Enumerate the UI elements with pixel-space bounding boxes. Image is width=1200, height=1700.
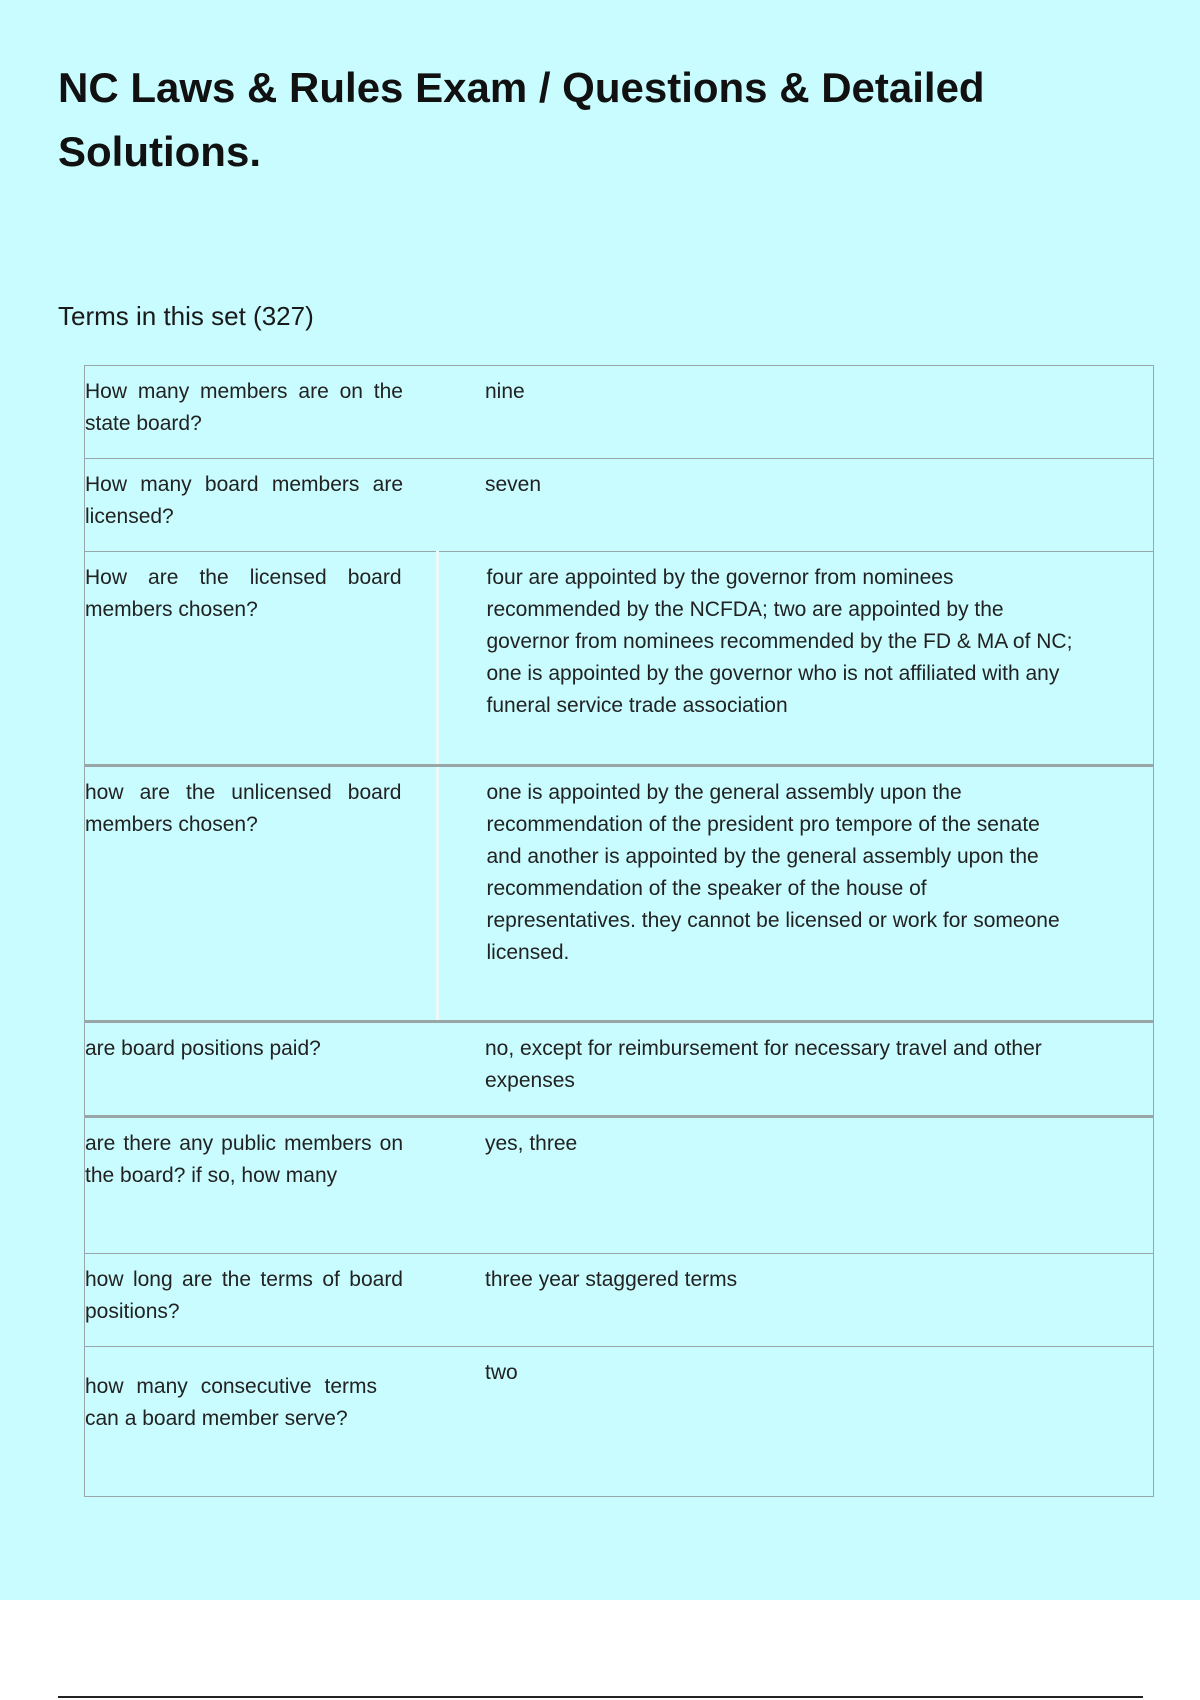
table-row (85, 1117, 1154, 1254)
table-row (85, 1347, 1154, 1497)
definition-cell: no, except for reimbursement for necessary travel and other expenses (437, 1022, 1154, 1117)
page-title: NC Laws & Rules Exam / Questions & Detailed Solutions. (58, 64, 985, 175)
definition-cell: one is appointed by the general assembly upon the recommendation of the president pro tempore of the senate and another is appointed by the general assembly upon the recommendation of the speaker of the house of representatives. they cannot be licensed or work for someone licensed. (437, 766, 1154, 1022)
term-cell: how are the unlicensed board members chosen? (85, 766, 438, 1022)
term-cell: how many consecutive terms can a board member serve? (85, 1347, 438, 1497)
term-cell: How are the licensed board members chosen? (85, 552, 438, 766)
table-row (85, 459, 1154, 552)
definition-cell: yes, three (437, 1117, 1154, 1254)
term-cell: how long are the terms of board positions? (85, 1254, 438, 1347)
definition-cell: four are appointed by the governor from nominees recommended by the NCFDA; two are appointed by the governor from nominees recommended by the FD & MA of NC; one is appointed by the governor who is not affiliated with any funeral service trade association (437, 552, 1154, 766)
table-row (85, 1022, 1154, 1117)
terms-table (84, 365, 1154, 1497)
table-row (85, 1254, 1154, 1347)
table-row (85, 366, 1154, 459)
footer-divider (58, 1696, 1143, 1698)
table-row (85, 552, 1154, 766)
terms-count: Terms in this set (327) (58, 301, 314, 331)
term-cell: How many board members are licensed? (85, 459, 438, 552)
definition-cell: seven (437, 459, 1154, 552)
term-cell: are board positions paid? (85, 1022, 438, 1117)
definition-cell: two (437, 1347, 1154, 1497)
definition-cell: three year staggered terms (437, 1254, 1154, 1347)
table-row (85, 766, 1154, 1022)
term-cell: How many members are on the state board? (85, 366, 438, 459)
definition-cell: nine (437, 366, 1154, 459)
term-cell: are there any public members on the board? if so, how many (85, 1117, 438, 1254)
